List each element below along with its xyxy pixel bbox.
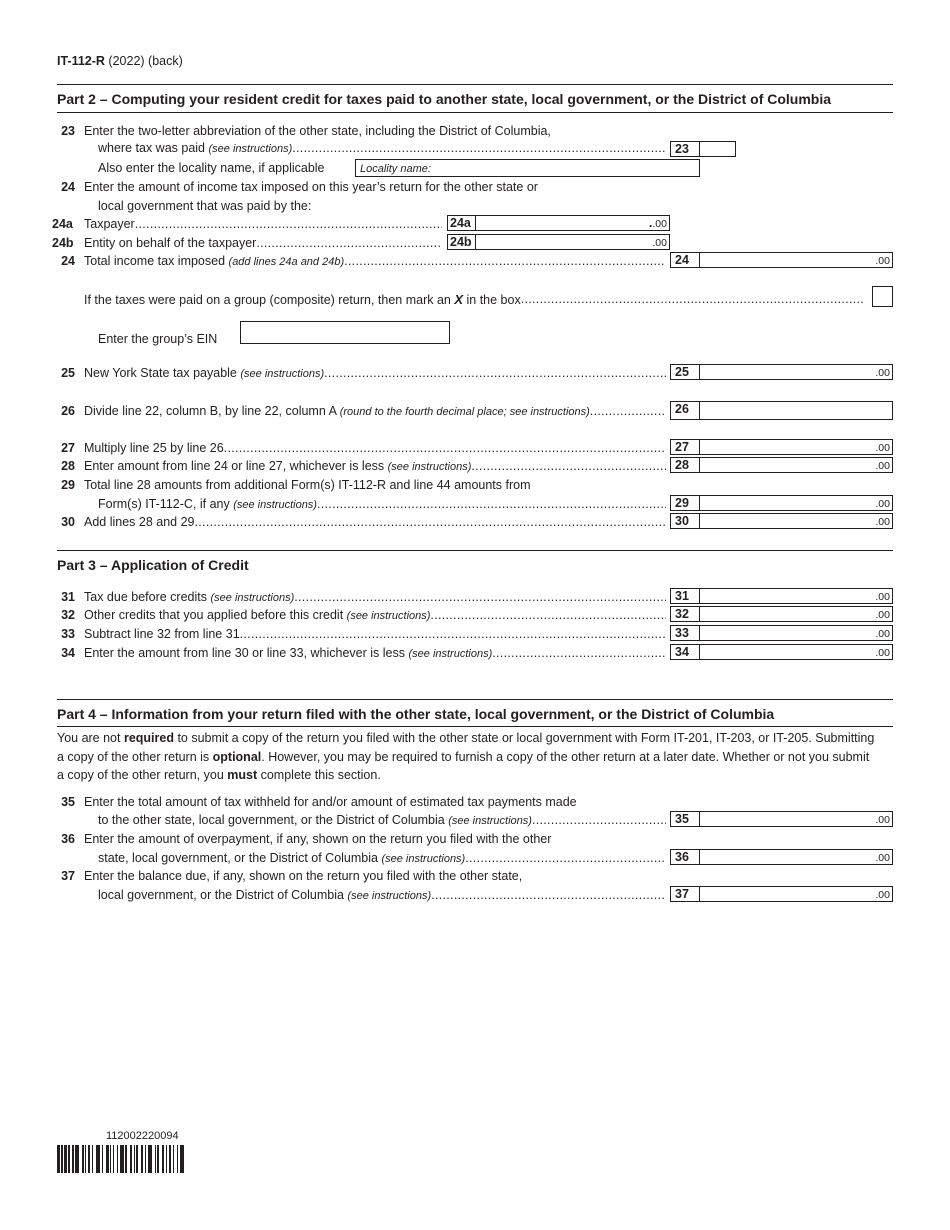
line-31-text: Tax due before credits (see instructions) ..... (84, 590, 666, 604)
line-27-label: 27 (670, 439, 700, 455)
line-37-label: 37 (670, 886, 700, 902)
line-35-text: Enter the total amount of tax withheld for and/or amount of estimated tax payments made (84, 795, 577, 809)
form-header (57, 54, 183, 68)
cents: .00 (875, 460, 890, 472)
part4-instructions: You are not required to submit a copy of the return you filed with the other state or local government with Form IT-201, IT-203, or IT-205. Submitting a copy of the other return is optional. However, you may be required to furnish a copy of the other return at a later date. Whether or not you submit a copy of the other return, you must complete this section. (57, 731, 875, 782)
cents: .00 (875, 516, 890, 528)
line-number: 32 (61, 608, 75, 622)
line-24a-field[interactable]: ..00 (476, 215, 670, 231)
barcode-number: 112002220094 (106, 1130, 179, 1142)
cents: .00 (875, 852, 890, 864)
cents: .00 (875, 367, 890, 379)
line-28-text: Enter amount from line 24 or line 27, whichever is less (see instructions) ..... (84, 459, 666, 473)
ein-label: Enter the group’s EIN (98, 332, 218, 346)
line-33-field[interactable] (700, 625, 893, 641)
barcode (57, 1145, 239, 1173)
line-27-field[interactable] (700, 439, 893, 455)
part3-title: Part 3 – Application of Credit (57, 557, 249, 573)
line-34-field[interactable] (700, 644, 893, 660)
line-26-label: 26 (670, 401, 700, 420)
line-23-label: 23 (670, 141, 700, 157)
line-34-text: Enter the amount from line 30 or line 33, whichever is less (see instructions) ..... (84, 646, 666, 660)
line-37-text: Enter the balance due, if any, shown on the return you filed with the other state, (84, 869, 523, 883)
line-32-text: Other credits that you applied before this credit (see instructions) ..... (84, 608, 666, 622)
line-23-text2: where tax was paid (see instructions) ..... (98, 141, 666, 155)
line-number: 24a (52, 217, 73, 231)
composite-checkbox[interactable] (872, 286, 893, 307)
line-number: 34 (61, 646, 75, 660)
divider (57, 699, 893, 700)
line-number: 28 (61, 459, 75, 473)
line-37-text2: local government, or the District of Columbia (see instructions) ..... (98, 888, 666, 902)
line-number: 29 (61, 478, 75, 492)
line-number: 33 (61, 627, 75, 641)
line-number: 24 (61, 254, 75, 268)
line-25-field[interactable] (700, 364, 893, 380)
locality-label: Also enter the locality name, if applicable (98, 161, 325, 175)
line-number: 26 (61, 404, 75, 418)
form-year: (2022) (back) (108, 54, 183, 68)
line-31-field[interactable] (700, 588, 893, 604)
line-number: 24 (61, 180, 75, 194)
line-number: 30 (61, 515, 75, 529)
line-35-field[interactable] (700, 811, 893, 827)
line-31-label: 31 (670, 588, 700, 604)
cents: .00 (875, 628, 890, 640)
barcode-bar (184, 1145, 185, 1173)
line-number: 27 (61, 441, 75, 455)
line-36-text: Enter the amount of overpayment, if any, shown on the return you filed with the other (84, 832, 552, 846)
line-29-field[interactable] (700, 495, 893, 511)
line-35-text2: to the other state, local government, or the District of Columbia (see instructions) ..... (98, 813, 666, 827)
line-29-text2: Form(s) IT-112-C, if any (see instructions) ..... (98, 497, 666, 511)
line-24a-text: Taxpayer ..... (84, 217, 442, 231)
line-32-field[interactable] (700, 606, 893, 622)
line-36-field[interactable] (700, 849, 893, 865)
line-30-field[interactable] (700, 513, 893, 529)
line-number: 24b (52, 236, 74, 250)
cents: .00 (652, 237, 667, 249)
part4-title: Part 4 – Information from your return filed with the other state, local government, or the District of Columbia (57, 706, 775, 722)
line-25-text: New York State tax payable (see instructions) ..... (84, 366, 666, 380)
line-33-text: Subtract line 32 from line 31 ..... (84, 627, 666, 641)
cents: .00 (875, 889, 890, 901)
line-34-label: 34 (670, 644, 700, 660)
part2-title: Part 2 – Computing your resident credit for taxes paid to another state, local government, or the District of Columbia (57, 91, 832, 107)
line-24-label: 24 (670, 252, 700, 268)
line-24-text2: local government that was paid by the: (98, 199, 312, 213)
line-30-text: Add lines 28 and 29 ..... (84, 515, 666, 529)
line-37-field[interactable] (700, 886, 893, 902)
cents: .00 (875, 609, 890, 621)
cents: .00 (652, 218, 667, 230)
line-30-label: 30 (670, 513, 700, 529)
cents: .00 (875, 442, 890, 454)
locality-name-field[interactable] (355, 159, 700, 177)
line-24-field[interactable] (700, 252, 893, 268)
divider (57, 550, 893, 551)
cents: .00 (875, 591, 890, 603)
line-32-label: 32 (670, 606, 700, 622)
ein-field[interactable] (240, 321, 450, 344)
line-29-label: 29 (670, 495, 700, 511)
form-id: IT-112-R (57, 54, 105, 68)
line-29-text: Total line 28 amounts from additional Form(s) IT-112-R and line 44 amounts from (84, 478, 531, 492)
divider (57, 112, 893, 113)
line-24b-field[interactable] (476, 234, 670, 250)
cents: .00 (875, 814, 890, 826)
divider (57, 726, 893, 727)
locality-placeholder: Locality name: (360, 163, 431, 175)
line-35-label: 35 (670, 811, 700, 827)
line-24b-label: 24b (447, 234, 476, 250)
line-28-field[interactable] (700, 457, 893, 473)
line-26-text: Divide line 22, column B, by line 22, column A (round to the fourth decimal place; see instructions) ..... (84, 404, 666, 418)
line-36-text2: state, local government, or the District of Columbia (see instructions) ..... (98, 851, 666, 865)
line-24b-text: Entity on behalf of the taxpayer ..... (84, 236, 442, 250)
line-26-field[interactable] (700, 401, 893, 420)
line-33-label: 33 (670, 625, 700, 641)
line-27-text: Multiply line 25 by line 26 ..... (84, 441, 666, 455)
line-23-text: Enter the two-letter abbreviation of the other state, including the District of Columbia, (84, 124, 551, 138)
line-number: 31 (61, 590, 75, 604)
line-24a-label: 24a (447, 215, 476, 231)
line-number: 25 (61, 366, 75, 380)
line-24-text: Enter the amount of income tax imposed on this year’s return for the other state or (84, 180, 538, 194)
line-number: 35 (61, 795, 75, 809)
line-25-label: 25 (670, 364, 700, 380)
cents: .00 (875, 498, 890, 510)
line-36-label: 36 (670, 849, 700, 865)
line-24-total-text: Total income tax imposed (add lines 24a and 24b) ..... (84, 254, 666, 268)
line-number: 23 (61, 124, 75, 138)
state-abbreviation-field[interactable] (700, 141, 736, 157)
cents: .00 (875, 255, 890, 267)
line-28-label: 28 (670, 457, 700, 473)
line-number: 36 (61, 832, 75, 846)
divider (57, 84, 893, 85)
cents: .00 (875, 647, 890, 659)
composite-text: If the taxes were paid on a group (composite) return, then mark an X in the box ..... (84, 292, 865, 307)
line-number: 37 (61, 869, 75, 883)
